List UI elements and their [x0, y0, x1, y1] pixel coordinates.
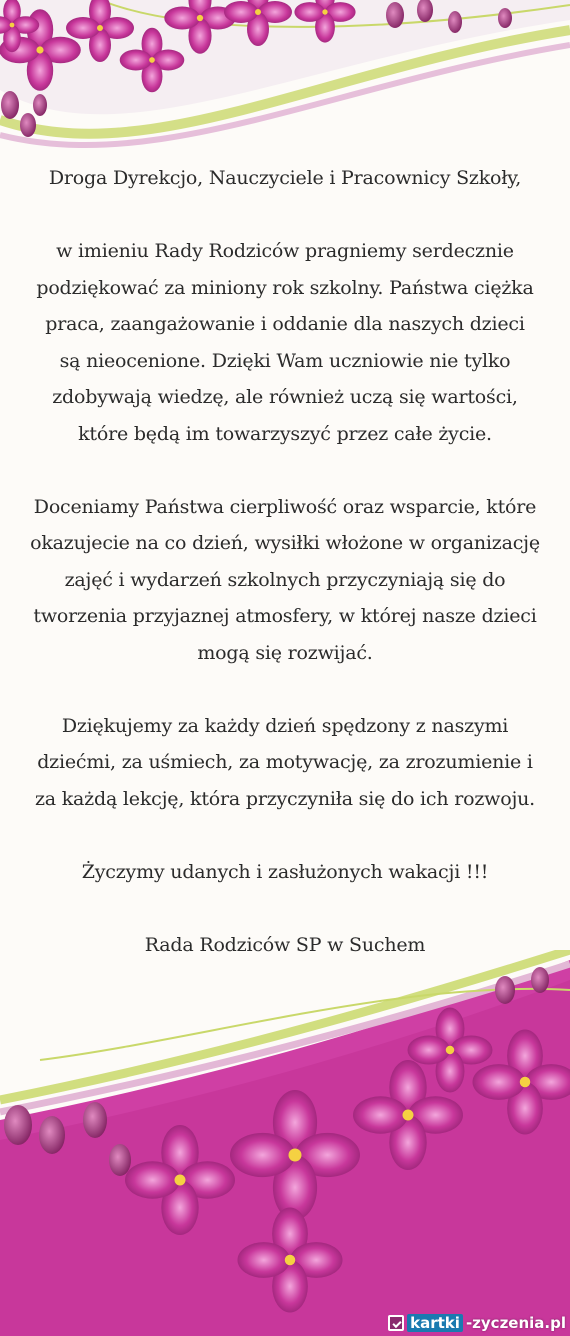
- paragraph-line: za każdą lekcję, która przyczyniła się do ich rozwoju.: [34, 787, 536, 810]
- paragraph-line: tworzenia przyjaznej atmosfery, w której nasze dzieci: [33, 605, 537, 627]
- paragraph-line: w imieniu Rady Rodziców pragniemy serdecznie: [56, 240, 514, 262]
- paragraph-line: które będą im towarzyszyć przez całe życie.: [78, 422, 492, 445]
- watermark-part-2: -zyczenia.pl: [465, 1314, 566, 1332]
- site-watermark: [388, 1314, 566, 1332]
- paragraph-line: dziećmi, za uśmiech, za motywację, za zrozumienie i: [37, 751, 533, 773]
- paragraph-line: mogą się rozwijać.: [197, 641, 373, 664]
- signature: Rada Rodziców SP w Suchem: [144, 933, 426, 956]
- paragraph-line: okazujecie na co dzień, wysiłki włożone w organizację: [30, 532, 540, 554]
- paragraph-line: Dziękujemy za każdy dzień spędzony z naszymi: [61, 714, 509, 737]
- bottom-floral-decoration: [0, 950, 570, 1336]
- paragraph-line: Doceniamy Państwa cierpliwość oraz wsparcie, które: [33, 495, 537, 518]
- paragraph-line: zajęć i wydarzeń szkolnych przyczyniają się do: [64, 568, 506, 591]
- paragraph-appreciation: [20, 489, 550, 672]
- letter: [20, 160, 550, 963]
- paragraph-line: podziękować za miniony rok szkolny. Państwa ciężka: [36, 276, 534, 299]
- paragraph-gratitude: [20, 708, 550, 818]
- checkbox-icon: [388, 1315, 404, 1331]
- paragraph-line: praca, zaangażowanie i oddanie dla naszych dzieci: [45, 313, 525, 335]
- paragraph-line: są nieocenione. Dzięki Wam uczniowie nie tylko: [59, 349, 511, 372]
- paragraph-thanks: [20, 233, 550, 452]
- wishes: Życzymy udanych i zasłużonych wakacji !!!: [81, 860, 489, 883]
- watermark-part-1: kartki: [407, 1314, 463, 1332]
- greeting: Droga Dyrekcjo, Nauczyciele i Pracownicy Szkoły,: [48, 167, 522, 189]
- paragraph-line: zdobywają wiedzę, ale również uczą się wartości,: [52, 386, 518, 408]
